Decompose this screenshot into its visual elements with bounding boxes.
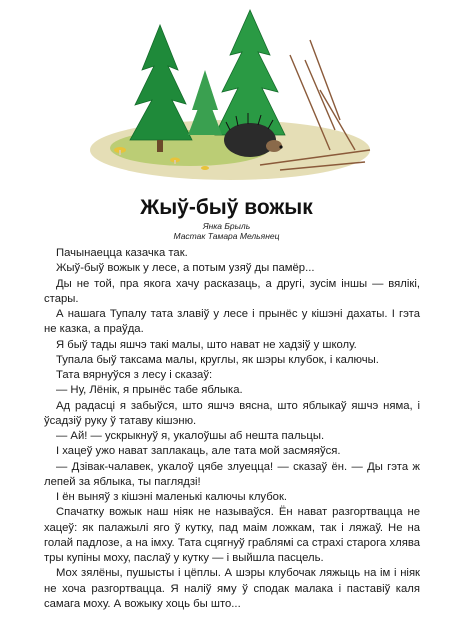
paragraph: Пачынаецца казачка так. — [56, 247, 188, 259]
paragraph: Я быў тады яшчэ такі малы, што нават не хадзіў у школу. — [56, 338, 357, 351]
artist-credit: Мастак Тамара Мельянец — [173, 231, 280, 241]
paragraph: Ды не той, пра якога хачу расказаць, а другі, зусім іншы — вялікі, стары. — [44, 277, 420, 305]
author-credit: Янка Брыль — [202, 221, 251, 231]
paragraph: Тупала быў таксама малы, круглы, як шэры клубок, і калючы. — [56, 353, 379, 366]
paragraph: Тата вярнуўся з лесу і сказаў: — [56, 369, 213, 381]
paragraph: І хацеў ужо нават заплакаць, але тата мой засмяяўся. — [56, 445, 341, 458]
story-text — [44, 246, 420, 612]
paragraph: А нашага Тупалу тата злавіў у лесе і прынёс у кішэні дахаты. І гэта не казка, а праўда. — [44, 308, 420, 336]
fir-tree-icon — [188, 70, 222, 135]
paragraph: Жыў-быў вожык у лесе, а потым узяў ды памёр... — [56, 262, 315, 275]
fir-tree-icon — [130, 25, 192, 152]
paragraph: — Ай! — ускрыкнуў я, укалоўшы аб нешта пальцы. — [56, 430, 325, 442]
paragraph: Мох зялёны, пушысты і цёплы. А шэры клубочак ляжыць на ім і ніяк не хоча разгортвацца. Я наліў яму ў сподак малака і паставіў каля самага моху. А вожыку хоць бы што... — [44, 567, 420, 610]
forest-hedgehog-illustration — [80, 0, 380, 192]
paragraph: — Ну, Лёнік, я прынёс табе яблыка. — [56, 384, 243, 397]
paragraph: — Дзівак-чалавек, укалоў цябе злуецца! — сказаў ён. — Ды гэта ж лепей за яблыка, ты паглядзі! — [44, 460, 420, 488]
paragraph: Ад радасці я забыўся, што яшчэ вясна, што яблыкаў яшчэ няма, і ўсадзіў руку ў татаву кішэню. — [44, 399, 420, 427]
paragraph: І ён выняў з кішэні маленькі калючы клубок. — [56, 491, 288, 503]
story-title: Жыў-быў вожык — [140, 196, 313, 219]
paragraph: Спачатку вожык наш ніяк не называўся. Ён нават разгортвацца не хацеў: як палажылі яго ў кутку, пад маім ложкам, так і ляжаў. Не на голай падлозе, а на імху. Тата сцягнуў граблямі са страхі старога хлява тры купіны моху, паслаў у кутку — і выйшла пасцель. — [44, 506, 420, 564]
